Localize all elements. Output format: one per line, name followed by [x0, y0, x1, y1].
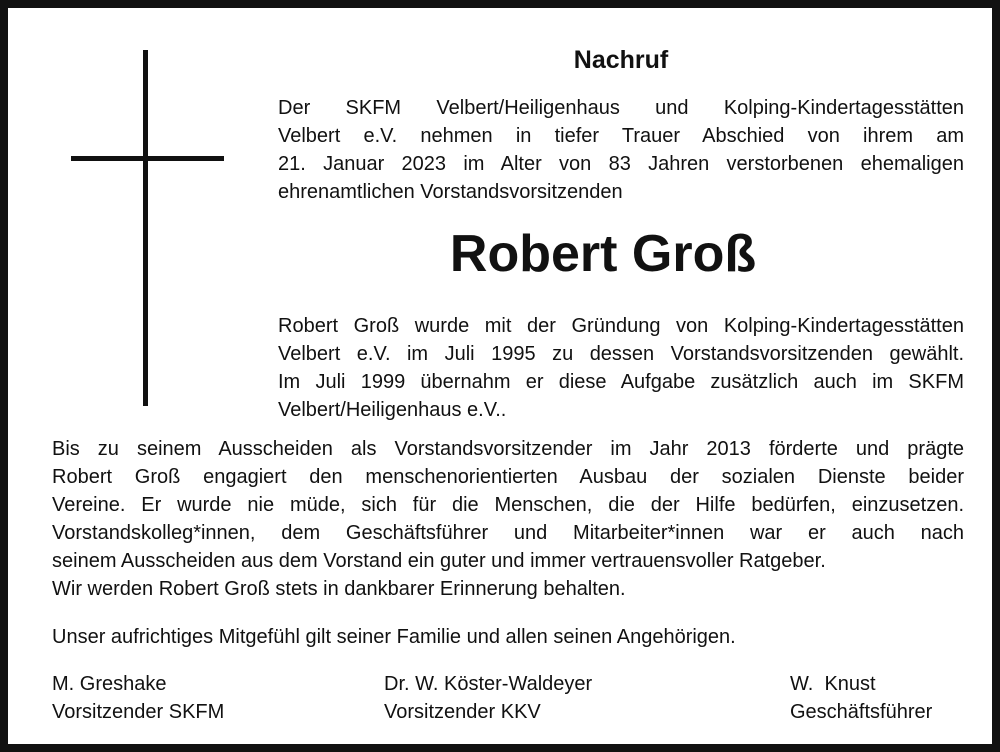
intro-line: Der SKFM Velbert/Heiligenhaus und Kolping-Kindertagesstätten: [278, 97, 964, 119]
signature-name: Dr. W. Köster-Waldeyer: [384, 673, 593, 695]
bio-line: Velbert e.V. im Juli 1995 zu dessen Vorstandsvorsitzenden gewählt.: [278, 343, 964, 365]
signature-role: Vorsitzender SKFM: [52, 701, 225, 723]
intro-line: 21. Januar 2023 im Alter von 83 Jahren verstorbenen ehemaligen: [278, 153, 964, 175]
signature-name: W. Knust: [790, 673, 876, 695]
tribute-line: Vorstandskolleg*innen, dem Geschäftsführer und Mitarbeiter*innen war er auch nach: [52, 522, 964, 544]
tribute-line: Bis zu seinem Ausscheiden als Vorstandsvorsitzender im Jahr 2013 förderte und prägte: [52, 438, 964, 460]
signature-block: [384, 670, 592, 726]
intro-line: ehrenamtlichen Vorstandsvorsitzenden: [278, 181, 623, 203]
bio-line: Robert Groß wurde mit der Gründung von Kolping-Kindertagesstätten: [278, 315, 964, 337]
cross-vertical-bar: [143, 50, 148, 406]
bio-paragraph: [278, 312, 964, 424]
bio-line: Im Juli 1999 übernahm er diese Aufgabe zusätzlich auch im SKFM: [278, 371, 964, 393]
tribute-line: Vereine. Er wurde nie müde, sich für die Menschen, die der Hilfe bedürfen, einzusetzen.: [52, 494, 964, 516]
signature-block: [52, 670, 224, 726]
signature-block: [790, 670, 932, 726]
tribute-line: Robert Groß engagiert den menschenorientierten Ausbau der sozialen Dienste beider: [52, 466, 964, 488]
signature-role: Vorsitzender KKV: [384, 701, 541, 723]
tribute-line: seinem Ausscheiden aus dem Vorstand ein guter und immer vertrauensvoller Ratgeber.: [52, 550, 826, 572]
tribute-line: Wir werden Robert Groß stets in dankbarer Erinnerung behalten.: [52, 578, 626, 600]
cross-horizontal-bar: [71, 156, 224, 161]
condolence-text: Unser aufrichtiges Mitgefühl gilt seiner Familie und allen seinen Angehörigen.: [52, 626, 736, 648]
intro-paragraph: [278, 94, 964, 206]
obituary-title: Nachruf: [573, 46, 669, 74]
signature-name: M. Greshake: [52, 673, 167, 695]
bio-line: Velbert/Heiligenhaus e.V..: [278, 399, 507, 421]
intro-line: Velbert e.V. nehmen in tiefer Trauer Abschied von ihrem am: [278, 125, 964, 147]
tribute-paragraph: [52, 435, 964, 603]
deceased-name: Robert Groß: [449, 225, 757, 283]
signature-role: Geschäftsführer: [790, 701, 933, 723]
